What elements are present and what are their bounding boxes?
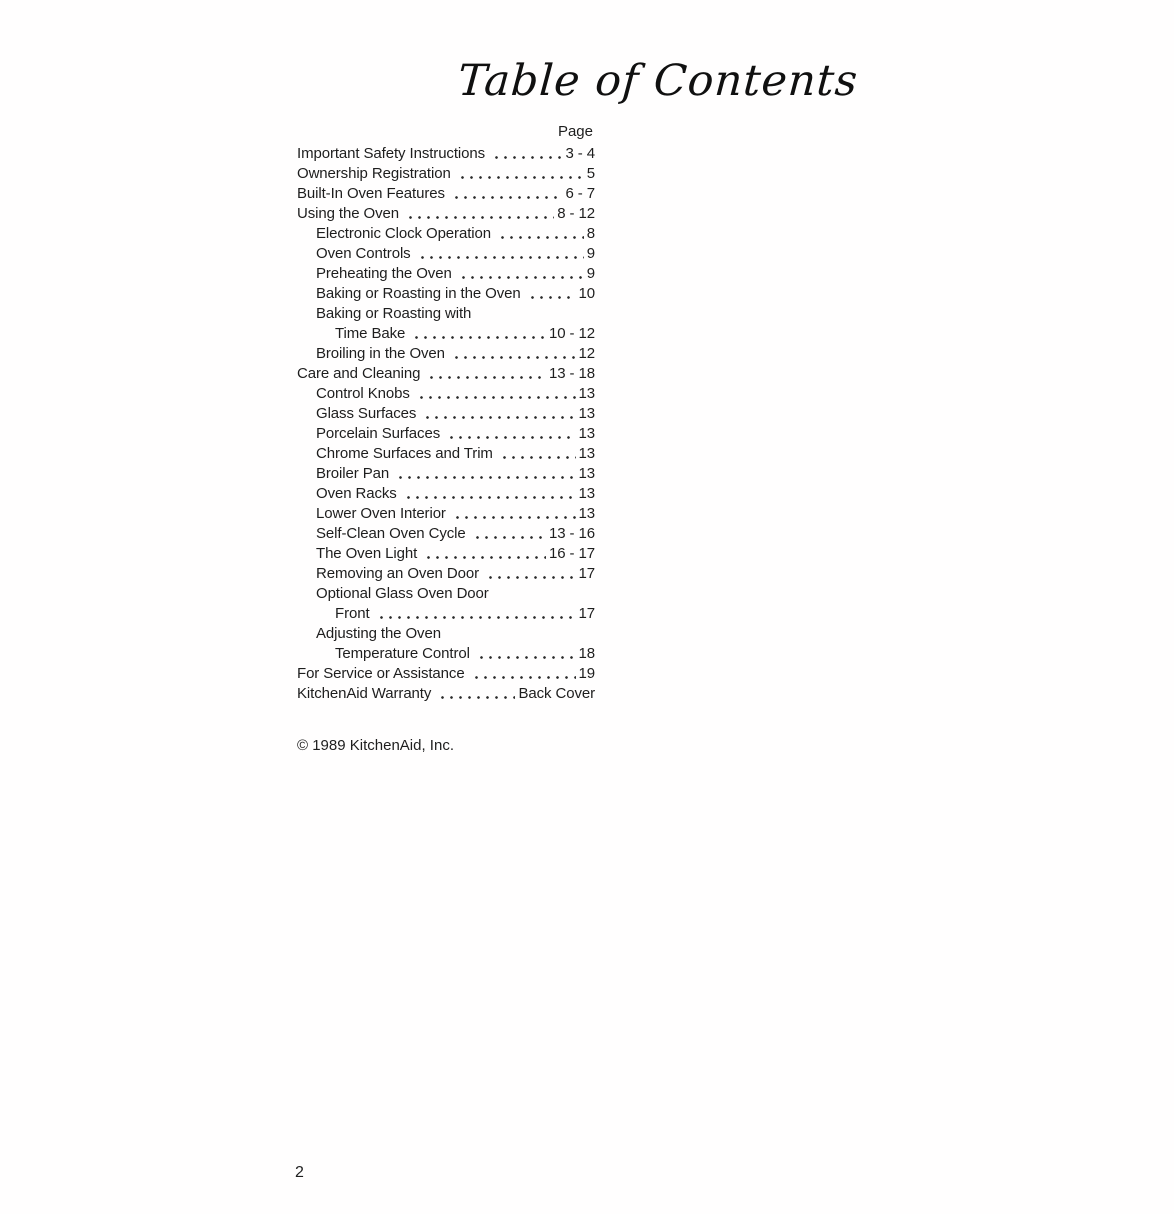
toc-entry-label: Temperature Control — [335, 645, 470, 662]
toc-leader-dots — [484, 564, 576, 584]
toc-entry-label: Using the Oven — [297, 205, 399, 222]
toc-entry-label: Time Bake — [335, 325, 406, 342]
toc-entry-page: 9 — [586, 245, 595, 262]
page-column-header: Page — [557, 123, 593, 140]
toc-entry-label: Oven Racks — [316, 485, 397, 502]
toc-leader-dots — [471, 524, 546, 544]
toc-leader-dots — [496, 224, 584, 244]
toc-leader-dots — [475, 644, 576, 664]
toc-leader-dots — [425, 364, 546, 384]
toc-entry-label: For Service or Assistance — [297, 665, 465, 682]
page-title: Table of Contents — [456, 56, 860, 106]
toc-entry-label: The Oven Light — [316, 545, 418, 562]
toc-entry-label: Front — [335, 605, 370, 622]
toc-entry-label: Preheating the Oven — [316, 265, 452, 282]
toc-entry — [297, 364, 595, 384]
toc-entry — [297, 644, 595, 664]
toc-entry-page: 10 — [578, 285, 595, 302]
toc-entry — [297, 604, 595, 624]
toc-entry-page: 13 — [578, 425, 595, 442]
toc-leader-dots — [421, 404, 575, 424]
toc-entry — [297, 624, 595, 644]
toc-entry-page: 17 — [578, 605, 595, 622]
toc-entry-page: 13 - 16 — [549, 525, 595, 542]
toc-entry — [297, 244, 595, 264]
toc-entry-label: Glass Surfaces — [316, 405, 417, 422]
toc-entry — [297, 164, 595, 184]
toc-entry — [297, 344, 595, 364]
toc-entry-label: Electronic Clock Operation — [316, 225, 491, 242]
toc-entry — [297, 404, 595, 424]
toc-entry — [297, 204, 595, 224]
toc-entry — [297, 184, 595, 204]
toc-entry-label: Baking or Roasting in the Oven — [316, 285, 521, 302]
toc-entry — [297, 304, 595, 324]
toc-entry — [297, 384, 595, 404]
toc-entry-page: 18 — [578, 645, 595, 662]
toc-leader-dots — [451, 504, 576, 524]
toc-entry-label: Ownership Registration — [297, 165, 451, 182]
toc-entry-label: Care and Cleaning — [297, 365, 421, 382]
toc-leader-dots — [526, 284, 576, 304]
toc-entry — [297, 684, 595, 704]
toc-entry — [297, 464, 595, 484]
toc-leader-dots — [498, 444, 576, 464]
toc-entry — [297, 524, 595, 544]
toc-entry — [297, 544, 595, 564]
toc-entry-page: 16 - 17 — [549, 545, 595, 562]
toc-leader-dots — [445, 424, 575, 444]
toc-entry-page: 19 — [578, 665, 595, 682]
toc-entry-label: Porcelain Surfaces — [316, 425, 441, 442]
toc-leader-dots — [450, 184, 563, 204]
toc-entry-label: Optional Glass Oven Door — [316, 585, 489, 602]
toc-leader-dots — [470, 664, 576, 684]
toc-entry-label: KitchenAid Warranty — [297, 685, 432, 702]
toc-leader-dots — [375, 604, 576, 624]
toc-entry — [297, 224, 595, 244]
toc-entry — [297, 664, 595, 684]
toc-entry-page: 17 — [578, 565, 595, 582]
toc-leader-dots — [394, 464, 575, 484]
toc-entry-page: 3 - 4 — [565, 145, 595, 162]
toc-entry — [297, 484, 595, 504]
toc-entry — [297, 324, 595, 344]
toc-leader-dots — [410, 324, 546, 344]
toc-entry — [297, 444, 595, 464]
toc-entry — [297, 424, 595, 444]
toc-leader-dots — [456, 164, 584, 184]
toc-entry-page: 13 — [578, 485, 595, 502]
toc-entry — [297, 584, 595, 604]
toc-entry-page: 13 — [578, 505, 595, 522]
toc-entry-label: Lower Oven Interior — [316, 505, 446, 522]
toc-entry-label: Broiling in the Oven — [316, 345, 445, 362]
page-number: 2 — [295, 1164, 304, 1181]
toc-entry-page: 10 - 12 — [549, 325, 595, 342]
toc-list — [297, 144, 595, 704]
toc-entry — [297, 284, 595, 304]
toc-leader-dots — [436, 684, 515, 704]
toc-entry-label: Baking or Roasting with — [316, 305, 472, 322]
toc-leader-dots — [402, 484, 576, 504]
toc-leader-dots — [490, 144, 562, 164]
copyright-notice: © 1989 KitchenAid, Inc. — [297, 737, 454, 754]
toc-entry-label: Self-Clean Oven Cycle — [316, 525, 466, 542]
toc-entry — [297, 564, 595, 584]
toc-entry-page: 8 - 12 — [557, 205, 595, 222]
toc-leader-dots — [450, 344, 576, 364]
toc-entry-page: 13 — [578, 405, 595, 422]
toc-entry — [297, 504, 595, 524]
toc-leader-dots — [415, 384, 576, 404]
toc-entry-page: 13 — [578, 465, 595, 482]
toc-entry-label: Chrome Surfaces and Trim — [316, 445, 493, 462]
toc-leader-dots — [457, 264, 584, 284]
toc-entry — [297, 144, 595, 164]
toc-entry — [297, 264, 595, 284]
toc-entry-label: Control Knobs — [316, 385, 410, 402]
toc-leader-dots — [416, 244, 584, 264]
toc-entry-label: Removing an Oven Door — [316, 565, 479, 582]
toc-entry-page: 13 - 18 — [549, 365, 595, 382]
toc-leader-dots — [404, 204, 554, 224]
toc-leader-dots — [422, 544, 546, 564]
toc-entry-label: Built-In Oven Features — [297, 185, 445, 202]
toc-entry-page: 9 — [586, 265, 595, 282]
toc-entry-page: 13 — [578, 445, 595, 462]
toc-entry-label: Oven Controls — [316, 245, 411, 262]
toc-entry-page: 8 — [586, 225, 595, 242]
toc-entry-label: Adjusting the Oven — [316, 625, 441, 642]
toc-entry-label: Important Safety Instructions — [297, 145, 486, 162]
toc-entry-page: 13 — [578, 385, 595, 402]
toc-entry-page: 12 — [578, 345, 595, 362]
toc-entry-label: Broiler Pan — [316, 465, 390, 482]
toc-entry-page: 6 - 7 — [565, 185, 595, 202]
toc-entry-page: 5 — [586, 165, 595, 182]
toc-entry-page: Back Cover — [518, 685, 595, 702]
